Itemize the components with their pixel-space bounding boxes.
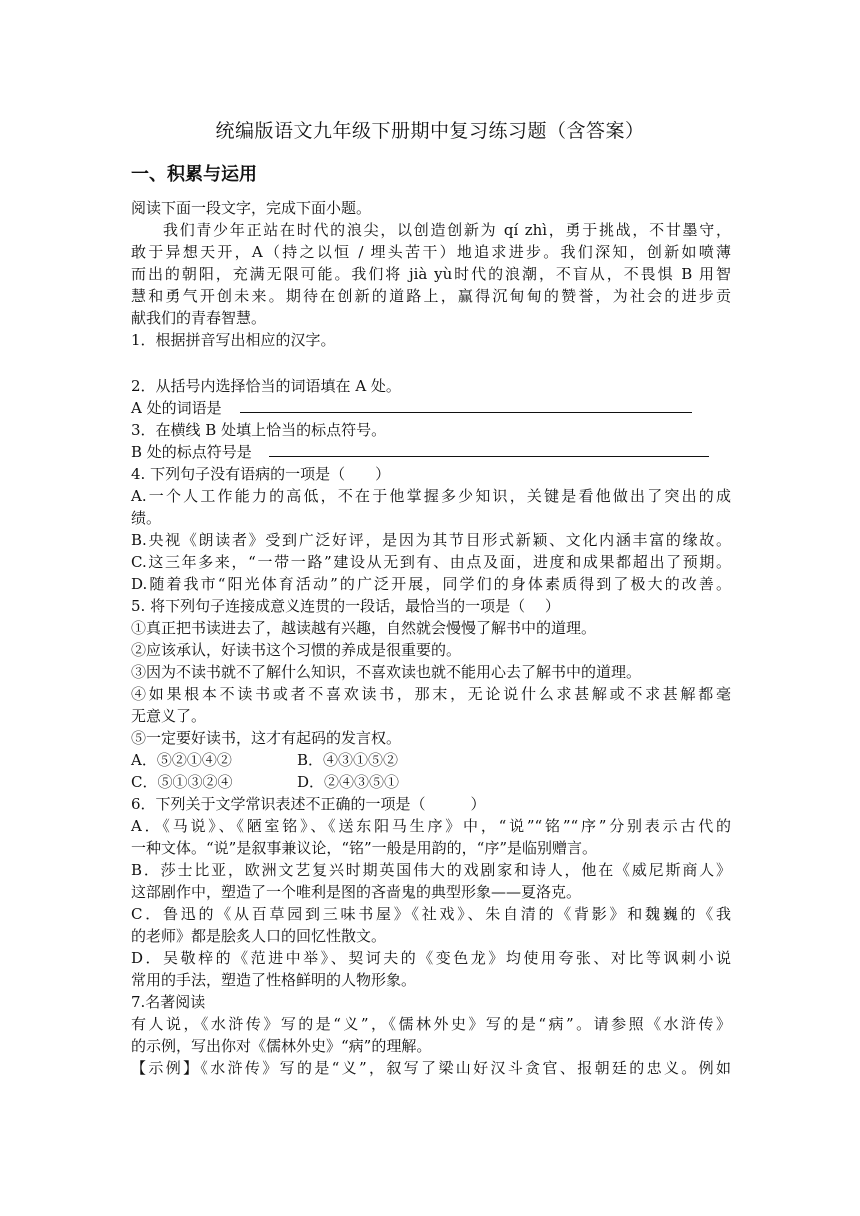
- option-row: [131, 771, 731, 793]
- question-1: 1．根据拼音写出相应的汉字。: [131, 331, 336, 349]
- sentence-line: ④如果根本不读书或者不喜欢读书，那末，无论说什么求甚解或不求甚解都毫: [131, 685, 731, 703]
- question-7-text: 【示例】《水浒传》写的是“义”，叙写了梁山好汉斗贪官、报朝廷的忠义。例如: [131, 1059, 731, 1077]
- question-6: 6．下列关于文学常识表述不正确的一项是（ ）: [131, 795, 486, 813]
- passage-line: 慧和勇气开创未来。期待在创新的道路上，赢得沉甸甸的赞誉，为社会的进步贡: [131, 287, 731, 305]
- option-c: C．⑤①③②④: [131, 773, 233, 791]
- option-a: A．⑤②①④②: [131, 751, 232, 769]
- option-line: A.一个人工作能力的高低，不在于他掌握多少知识，关键是看他做出了突出的成: [131, 487, 731, 505]
- question-7-text: 的示例，写出你对《儒林外史》“病”的理解。: [131, 1037, 432, 1055]
- option-line: D.随着我市“阳光体育活动”的广泛开展，同学们的身体素质得到了极大的改善。: [131, 575, 731, 593]
- passage-line: 敢于异想天开，A（持之以恒 / 埋头苦干）地追求进步。我们深知，创新如喷薄: [131, 243, 731, 261]
- option-line: A．《马说》、《陋室铭》、《送东阳马生序》中，“说”“铭”“序”分别表示古代的: [131, 817, 731, 835]
- option-line: 常用的手法，塑造了性格鲜明的人物形象。: [131, 971, 417, 989]
- option-line: B．莎士比亚，欧洲文艺复兴时期英国伟大的戏剧家和诗人，他在《威尼斯商人》: [131, 861, 731, 879]
- option-line: D．吴敬梓的《范进中举》、契诃夫的《变色龙》均使用夸张、对比等讽刺小说: [131, 949, 731, 967]
- option-line: 一种文体。“说”是叙事兼议论，“铭”一般是用韵的，“序”是临别赠言。: [131, 839, 598, 857]
- option-line: 的老师》都是脍炙人口的回忆性散文。: [131, 927, 387, 945]
- passage-line: 而出的朝阳，充满无限可能。我们将 jià yù时代的浪潮，不盲从，不畏惧 B 用智: [131, 265, 731, 283]
- question-5: 5. 将下列句子连接成意义连贯的一段话，最恰当的一项是（ ）: [131, 597, 560, 615]
- question-3: 3．在横线 B 处填上恰当的标点符号。: [131, 421, 387, 439]
- sentence-line: ①真正把书读进去了，越读越有兴趣，自然就会慢慢了解书中的道理。: [131, 619, 597, 637]
- section-heading: 一、积累与运用: [131, 164, 257, 185]
- question-2-answer-row: [131, 397, 731, 419]
- question-2: 2．从括号内选择恰当的词语填在 A 处。: [131, 377, 401, 395]
- sentence-line: ②应该承认，好读书这个习惯的养成是很重要的。: [131, 641, 462, 659]
- answer-label: A 处的词语是: [131, 399, 222, 417]
- option-row: [131, 749, 731, 771]
- answer-blank-a[interactable]: [240, 398, 692, 413]
- sentence-line: ⑤一定要好读书，这才有起码的发言权。: [131, 729, 402, 747]
- answer-blank-b[interactable]: [269, 442, 709, 457]
- question-4: 4. 下列句子没有语病的一项是（ ）: [131, 465, 391, 483]
- option-line: C.这三年多来，“一带一路”建设从无到有、由点及面，进度和成果都超出了预期。: [131, 553, 731, 571]
- question-7-text: 有人说，《水浒传》写的是“义”，《儒林外史》写的是“病”。请参照《水浒传》: [131, 1015, 731, 1033]
- question-3-answer-row: [131, 441, 731, 463]
- option-b: B．④③①⑤②: [297, 751, 399, 769]
- option-line: 绩。: [131, 509, 162, 527]
- option-line: 这部剧作中，塑造了一个唯利是图的吝啬鬼的典型形象——夏洛克。: [131, 883, 582, 901]
- reading-instruction: 阅读下面一段文字，完成下面小题。: [131, 199, 372, 217]
- document-title: 统编版语文九年级下册期中复习练习题（含答案）: [215, 120, 645, 142]
- answer-label: B 处的标点符号是: [131, 443, 252, 461]
- sentence-line: ③因为不读书就不了解什么知识，不喜欢读也就不能用心去了解书中的道理。: [131, 663, 642, 681]
- option-line: B.央视《朗读者》受到广泛好评，是因为其节目形式新颖、文化内涵丰富的缘故。: [131, 531, 731, 549]
- passage-line: 我们青少年正站在时代的浪尖，以创造创新为 qí zhì，勇于挑战，不甘墨守，: [163, 221, 731, 239]
- passage-line: 献我们的青春智慧。: [131, 309, 267, 327]
- question-7: 7.名著阅读: [131, 993, 206, 1011]
- option-line: C．鲁迅的《从百草园到三味书屋》《社戏》、朱自清的《背影》和魏巍的《我: [131, 905, 731, 923]
- option-d: D．②④③⑤①: [297, 773, 400, 791]
- sentence-line: 无意义了。: [131, 707, 207, 725]
